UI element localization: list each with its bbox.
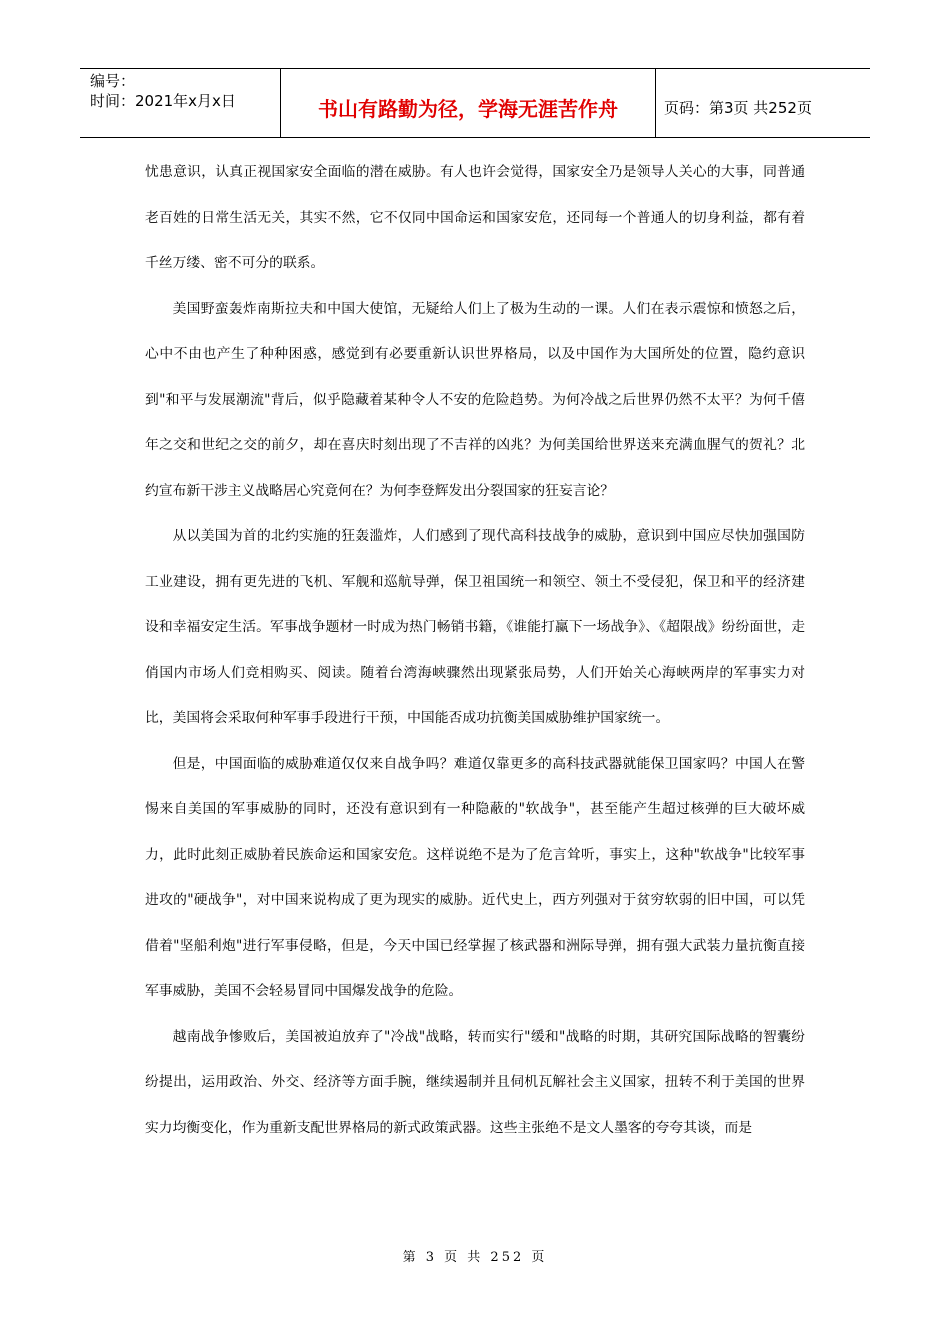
serial-label: 编号： [90,72,136,90]
page-footer: 第 3 页 共 252 页 [402,1250,548,1265]
date-line: 时间：2021年x月x日 [90,92,236,110]
page-header [80,68,870,138]
paragraph: 但是，中国面临的威胁难道仅仅来自战争吗？难道仅靠更多的高科技武器就能保卫国家吗？中国人在警惕来自美国的军事威胁的同时，还没有意识到有一种隐蔽的"软战争"，甚至能产生超过核弹的巨大破坏威力，此时此刻正威胁着民族命运和国家安危。这样说绝不是为了危言耸听，事实上，这种"软战争"比较军事进攻的"硬战争"，对中国来说构成了更为现实的威胁。近代史上，西方列强对于贫穷软弱的旧中国，可以凭借着"坚船利炮"进行军事侵略，但是，今天中国已经掌握了核武器和洲际导弹，拥有强大武装力量抗衡直接军事威胁，美国不会轻易冒同中国爆发战争的危险。 [145,755,805,999]
paragraph: 美国野蛮轰炸南斯拉夫和中国大使馆，无疑给人们上了极为生动的一课。人们在表示震惊和愤怒之后，心中不由也产生了种种困惑，感觉到有必要重新认识世界格局，以及中国作为大国所处的位置，隐约意识到"和平与发展潮流"背后，似乎隐藏着某种令人不安的危险趋势。为何冷战之后世界仍然不太平？为何千僖年之交和世纪之交的前夕，却在喜庆时刻出现了不吉祥的凶兆？为何美国给世界送来充满血腥气的贺礼？北约宣布新干涉主义战略居心究竟何在？为何李登辉发出分裂国家的狂妄言论？ [145,300,805,499]
document-body [145,150,805,1151]
header-motto: 书山有路勤为径，学海无涯苦作舟 [281,69,656,137]
header-meta [80,69,281,137]
header-page-info: 页码：第3页 共252页 [664,98,812,117]
paragraph: 越南战争惨败后，美国被迫放弃了"冷战"战略，转而实行"缓和"战略的时期，其研究国际战略的智囊纷纷提出，运用政治、外交、经济等方面手腕，继续遏制并且伺机瓦解社会主义国家，扭转不利于美国的世界实力均衡变化，作为重新支配世界格局的新式政策武器。这些主张绝不是文人墨客的夸夸其谈，而是 [145,1028,805,1136]
paragraph: 从以美国为首的北约实施的狂轰滥炸，人们感到了现代高科技战争的威胁，意识到中国应尽快加强国防工业建设，拥有更先进的飞机、军舰和巡航导弹，保卫祖国统一和领空、领土不受侵犯，保卫和平的经济建设和幸福安定生活。军事战争题材一时成为热门畅销书籍，《谁能打赢下一场战争》、《超限战》纷纷面世，走俏国内市场人们竞相购买、阅读。随着台湾海峡骤然出现紧张局势，人们开始关心海峡两岸的军事实力对比，美国将会采取何种军事手段进行干预，中国能否成功抗衡美国威胁维护国家统一。 [145,528,805,726]
paragraph: 忧患意识，认真正视国家安全面临的潜在威胁。有人也许会觉得，国家安全乃是领导人关心的大事，同普通老百姓的日常生活无关，其实不然，它不仅同中国命运和国家安危，还同每一个普通人的切身利益，都有着千丝万缕、密不可分的联系。 [145,164,805,271]
